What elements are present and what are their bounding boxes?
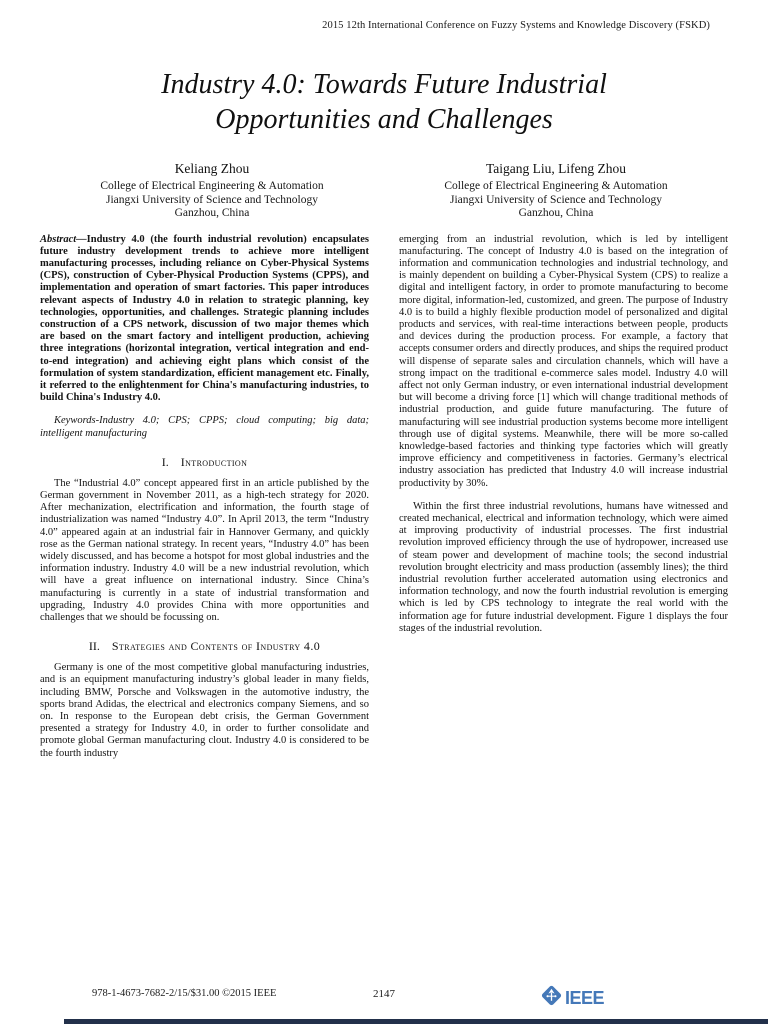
section-number: I. — [161, 454, 169, 469]
author-city: Ganzhou, China — [518, 207, 594, 219]
page-number: 2147 — [373, 988, 395, 1000]
left-column — [40, 234, 369, 760]
paper-title — [0, 67, 768, 137]
author-department: College of Electrical Engineering & Automation — [444, 180, 668, 192]
keywords-line: Keywords-Industry 4.0; CPS; CPPS; cloud computing; big data; intelligent manufacturing — [40, 415, 369, 439]
section-number: II. — [88, 639, 100, 654]
author-block-left — [40, 161, 384, 221]
abstract-text: Industry 4.0 (the fourth industrial revolution) encapsulates future industry development trends to achieve more intelligent manufacturing processes, including reliance on Cyber-Physical Systems (CPS), construction of Cyber-Physical Production Systems (CPPS), and implementation and operation of smart factories. This paper introduces relevant aspects of Industry 4.0 in relation to strategic planning, key technologies, opportunities, and challenges. Strategic planning includes construction of a CPS network, discussion of two major themes which are based on the smart factory and intelligent production, achieving three integrations (horizontal integration, vertical integration and end-to-end integration) and achieving eight plans which consist of the formulation of system standardization, efficient management etc. Finally, it referred to the enlightenment for China's manufacturing industries, to build China's Industry 4.0. — [40, 233, 369, 404]
author-university: Jiangxi University of Science and Technology — [449, 193, 662, 206]
running-head: 2015 12th International Conference on Fuzzy Systems and Knowledge Discovery (FSKD) — [322, 20, 710, 31]
section-title: Introduction — [180, 454, 248, 469]
strategies-paragraph: Germany is one of the most competitive global manufacturing industries, and is an equipment manufacturing industry’s global leader in many fields, including BMW, Porsche and Volkswagen in the automotive industry, the sports brand Adidas, the electrical and electronics company Siemens, and so on. In response to the European debt crisis, the German Government presented a strategy for Industry 4.0, in order to further consolidate and promote global German manufacturing clout. Industry 4.0 is considered to be the fourth industry — [40, 662, 369, 759]
author-department: College of Electrical Engineering & Automation — [100, 180, 324, 192]
industrial-revolutions-paragraph: Within the first three industrial revolutions, humans have witnessed and created mechanical, electrical and information technology, which were aimed at improving productivity of industrial processes. The first industrial revolution improved efficiency through the use of hydropower, increased use of steam power and development of machine tools; the second industrial revolution brought electricity and mass production (assembly lines); the third industrial revolution further accelerated automation using electronics and information technology, and now the fourth industrial revolution is emerging which is led by CPS technology to integrate the real world with the information age for future industrial development. Figure 1 displays the four stages of the industrial revolution. — [399, 500, 728, 634]
author-name: Taigang Liu, Lifeng Zhou — [485, 161, 627, 176]
authors-row — [0, 161, 768, 221]
author-university: Jiangxi University of Science and Technology — [105, 193, 318, 206]
paper-title-line2: Opportunities and Challenges — [215, 104, 553, 135]
abstract-label: Abstract— — [40, 233, 87, 245]
right-column — [399, 234, 728, 760]
ieee-logo — [540, 984, 604, 1012]
copyright-line: 978-1-4673-7682-2/15/$31.00 ©2015 IEEE — [92, 988, 277, 999]
ieee-wordmark: IEEE — [565, 987, 605, 1008]
two-column-body — [0, 234, 768, 760]
viewer-bottom-bar — [64, 1019, 768, 1024]
section-heading-strategies — [40, 639, 369, 654]
author-city: Ganzhou, China — [174, 207, 250, 219]
section-title: Strategies and Contents of Industry 4.0 — [111, 639, 321, 654]
author-name: Keliang Zhou — [174, 161, 250, 176]
page-footer — [0, 984, 768, 1010]
section-heading-introduction — [40, 455, 369, 470]
abstract-paragraph — [40, 234, 369, 405]
continuation-paragraph: emerging from an industrial revolution, which is led by intelligent manufacturing. The concept of Industry 4.0 is based on the integration of information and communication technologies and industrial technology, and is mainly dependent on building a Cyber-Physical System (CPS) to realize a digital and intelligent factory, in order to promote manufacturing to become more digital, information-led, customized, and green. The purpose of Industry 4.0 is to build a highly flexible production model of personalized and digital products and services, with real-time interactions between people, products and devices during the production process. For example, a factory that accepts consumer orders and directly produces, and ships the required product will dispense of separate sales and circulation channels, which will have a strong impact on the traditional e-commerce sales model. Industry 4.0 will affect not only German industry, or even international industrial development but will become a driving force [1] which will change traditional methods of industrial production, and guide future manufacturing. The future of manufacturing will see industrial production systems become more intelligent through use of digital systems. Meanwhile, there will be more so-called knowledge-based factories and thinking type factories which will greatly improve efficiency and competitiveness in factories. Germany’s electrical industry association has predicted that Industry 4.0 will increase industrial productivity by 30%. — [399, 233, 728, 489]
author-block-right — [384, 161, 728, 221]
paper-title-line1: Industry 4.0: Towards Future Industrial — [161, 69, 607, 100]
introduction-paragraph: The “Industrial 4.0” concept appeared first in an article published by the German government in November 2011, as a high-tech strategy for 2020. After mechanization, electrification and information, the fourth stage of industrialization was named “Industry 4.0”. In April 2013, the term “Industry 4.0” appeared again at an industrial fair in Hannover Germany, and quickly rose as the German national strategy. In recent years, “Industry 4.0” has been widely discussed, and has become a hotspot for most global industries and the information industry. Industry 4.0 will be a new industrial revolution, which will have a great influence on international industry. Since China’s manufacturing is currently in a state of industrial transformation and upgrading, Industry 4.0 provides China with more opportunities and challenges that we should be focussing on. — [40, 477, 369, 623]
ieee-diamond-icon — [540, 984, 563, 1012]
